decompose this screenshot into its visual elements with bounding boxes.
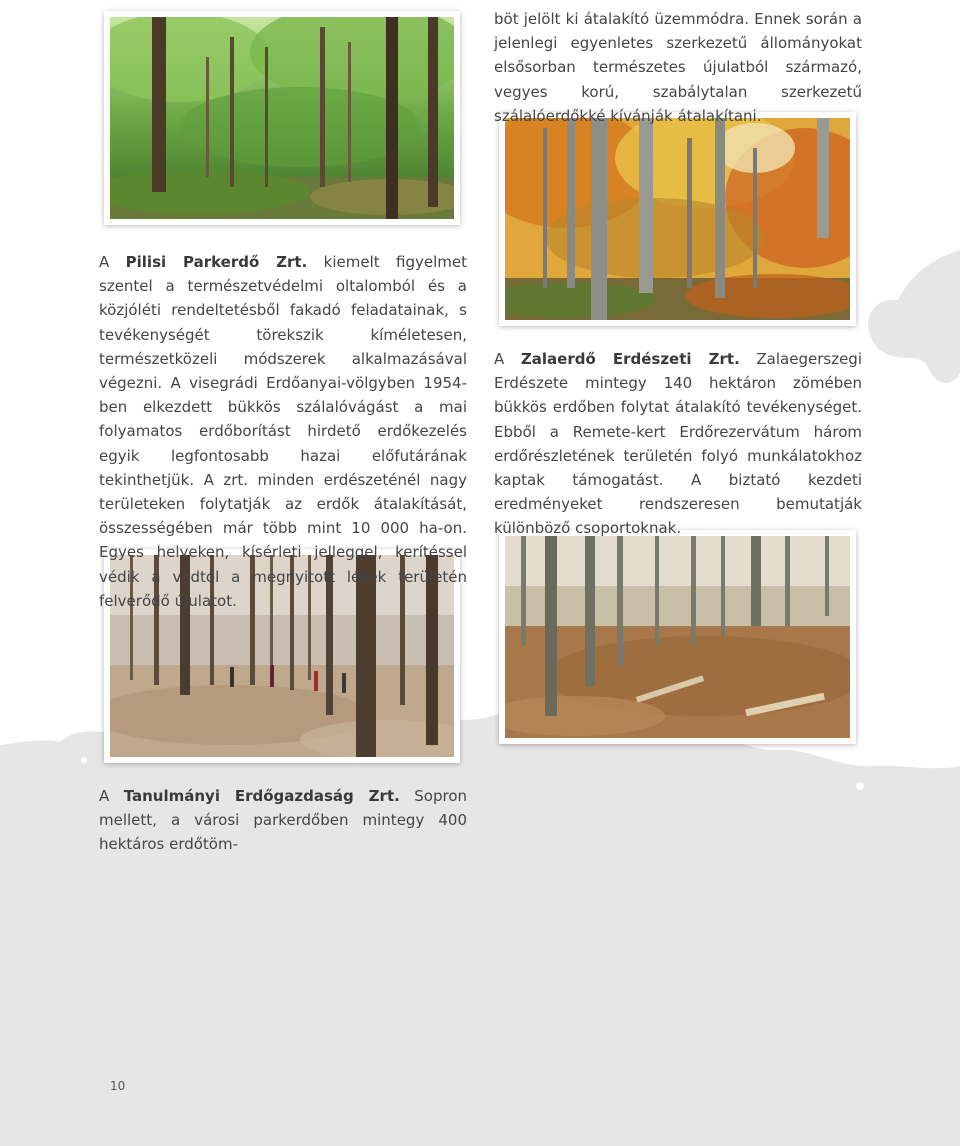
paragraph-zalaerdo xyxy=(494,347,862,541)
org-name-tanulmanyi: Tanulmányi Erdőgazdaság Zrt. xyxy=(123,787,400,805)
paragraph-body: Zalaegerszegi Erdészete mintegy 140 hektáron zömében bükkös erdőben folytat átalakító tevékenységet. Ebből a Remete-kert Erdőrezervátum három erdőrészletének területén folyó munkálatokhoz kaptak támogatást. A biztató kezdeti eredményeket rendszeresen bemutatják különböző csoportoknak. xyxy=(494,350,862,538)
paragraph-prefix: A xyxy=(99,787,124,805)
paragraph-prefix: A xyxy=(494,350,521,368)
paragraph-body: Sopron mellett, a városi parkerdőben mintegy 400 hektáros erdőtöm- xyxy=(99,787,468,854)
paragraph-continuation: böt jelölt ki átalakító üzemmódra. Ennek során a jelenlegi egyenletes szerkezetű állományokat elsősorban természetes újulatból származó, vegyes korú, szabálytalan szerkezetű szálalóerdőkké kívánják átalakítani. xyxy=(494,10,862,125)
page-number: 10 xyxy=(110,1079,126,1093)
paragraph-tanulmanyi xyxy=(99,784,467,857)
paragraph-body: kiemelt figyelmet szentel a természetvédelmi oltalomból és a közjóléti rendeltetésből fakadó feladatainak, s tevékenységét törekszik kíméletesen, természetközeli módszerek alkalmazásával végezni. A visegrádi Erdőanyai-völgyben 1954-ben elkezdett bükkös szálalóvágást a mai folyamatos erdőborítást hirdető erdőkezelés egyik legfontosabb hazai előfutárának tekinthetjük. A zrt. minden erdészeténél nagy területeken folytatják az erdők átalakítását, összességében már több mint 10 000 ha-on. Egyes helyeken, kísérleti jelleggel, kerítéssel védik a vadtól a megnyitott lékek területén felverődő újulatot. xyxy=(99,253,467,610)
org-name-pilisi: Pilisi Parkerdő Zrt. xyxy=(125,253,308,271)
org-name-zalaerdo: Zalaerdő Erdészeti Zrt. xyxy=(520,350,740,368)
paragraph-pilisi-parkerdo xyxy=(99,250,467,613)
photo-summer-forest xyxy=(104,11,460,225)
photo-autumn-forest xyxy=(499,112,856,326)
paragraph-prefix: A xyxy=(99,253,126,271)
photo-beech-forest-floor xyxy=(499,530,856,744)
